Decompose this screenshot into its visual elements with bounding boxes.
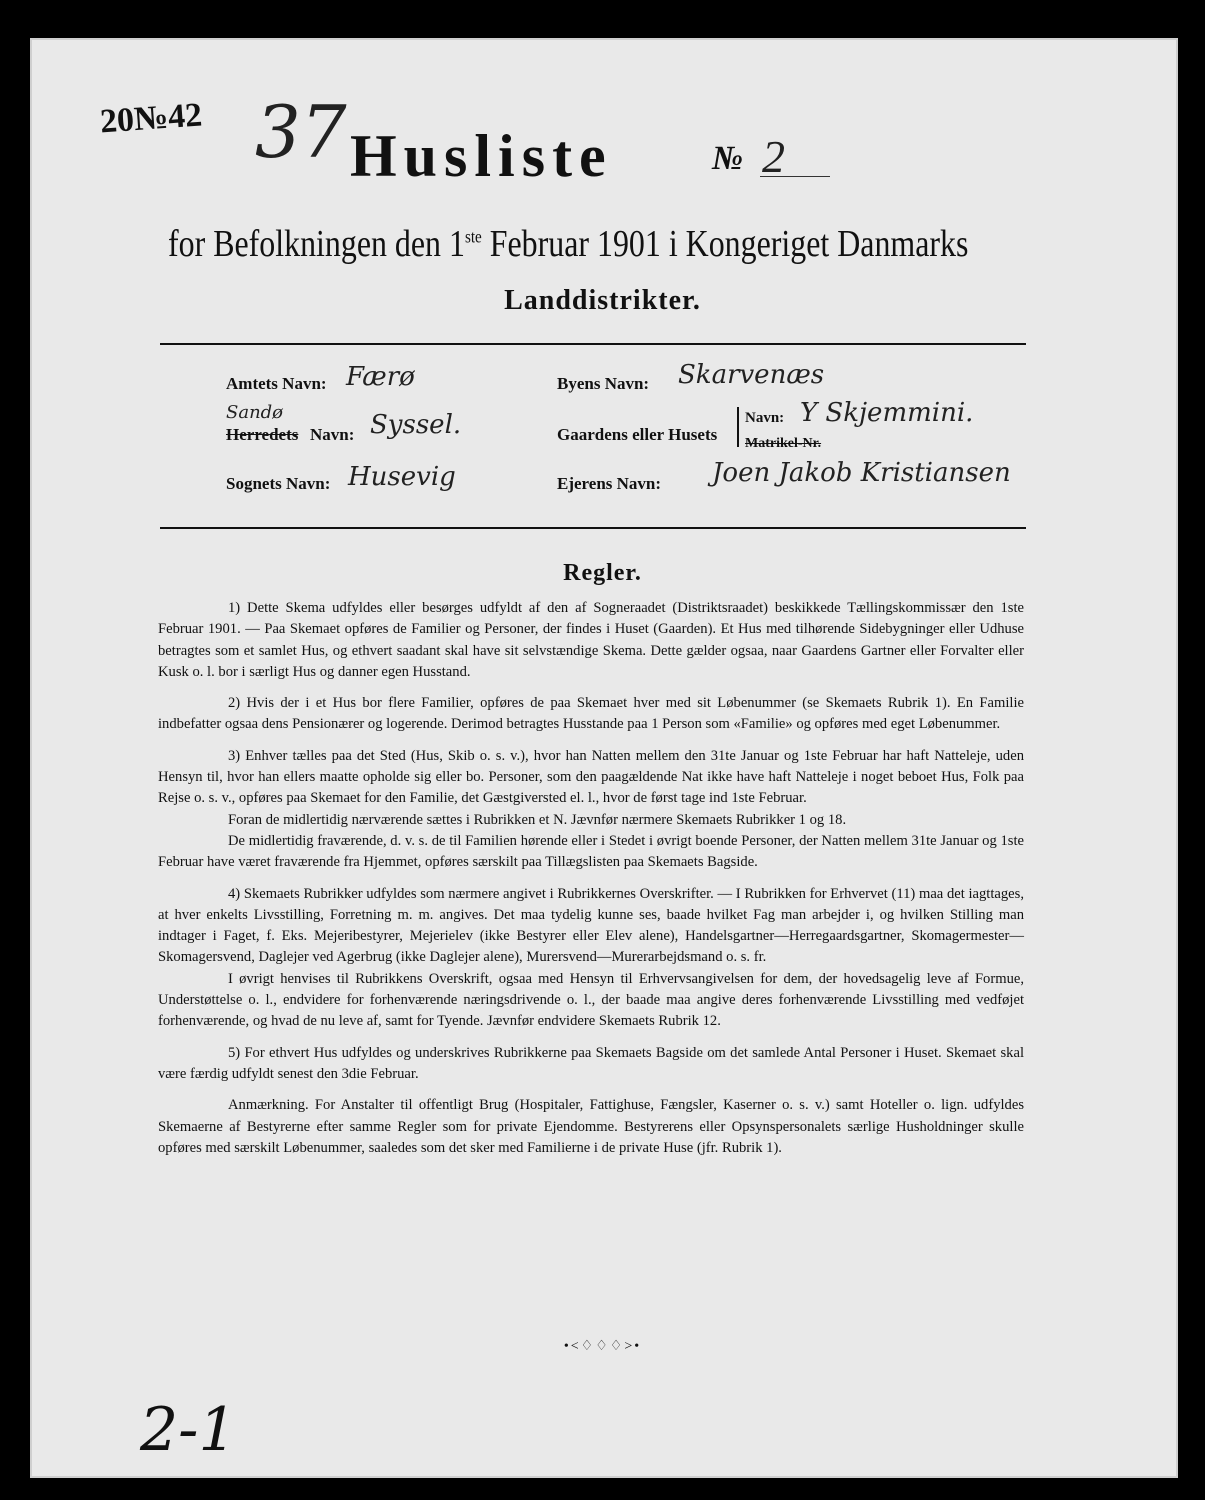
gaard-matrikel-label: Matrikel-Nr. [745, 436, 822, 451]
by-label: Byens Navn: [557, 374, 650, 393]
rule-5: 5) For ethvert Hus udfyldes og underskrives Rubrikkerne paa Skemaets Bagside om det samlede Antal Personer i Huset. Skemaet skal være færdig udfyldt senest den 3die Februar. [158, 1044, 1024, 1082]
herred-label: Navn: [310, 425, 355, 444]
form-title: Husliste [350, 123, 613, 189]
ejer-label: Ejerens Navn: [557, 474, 662, 493]
rules-heading: Regler. [563, 560, 642, 586]
rule-anmaerkning: Anmærkning. For Anstalter til offentligt Brug (Hospitaler, Fattighuse, Fængsler, Kaserner o. s. v.) samt Hoteller o. lign. udfyldes Skemaerne af Bestyrerne efter samme Regler som for private Ejendomme. Bestyrerens eller Opsynspersonalets særlige Husholdninger skulle opføres med særskilt Løbenummer, saaledes som det sker med Familierne i de private Huse (jfr. Rubrik 1). [158, 1097, 1024, 1156]
handwritten-number: 37 [255, 90, 347, 174]
ejer-value: Joen Jakob Kristiansen [712, 458, 1011, 488]
gaard-navn-label: Navn: [745, 410, 785, 426]
rule-2: 2) Hvis der i et Hus bor flere Familier, opføres de paa Skemaet hver med sit Løbenummer (se Skemaets Rubrik 1). En Familie indbefatter ogsaa dens Pensionærer og logerende. Derimod betragtes Husstande paa 1 Person som «Familie» og opføres med eget Løbenummer. [158, 695, 1024, 733]
gaard-navn-value: Y Skjemmini. [800, 398, 974, 428]
form-subtitle: for Befolkningen den 1ste Februar 1901 i Kongeriget Danmarks [168, 223, 969, 265]
rule-3: 3) Enhver tælles paa det Sted (Hus, Skib o. s. v.), hvor han Natten mellem den 31te Januar og 1ste Februar har haft Natteleje, uden Hensyn til, hvor han ellers maatte opholde sig eller bo. Personer, som den paagældende Nat ikke have haft Natteleje i noget beboet Hus, Folk paa Rejse o. s. v., opføres paa Skemaet for den Familie, det Gæstgiversted el. l., hvor de først tage ind 1ste Februar. [158, 747, 1024, 807]
sogn-label: Sognets Navn: [226, 474, 331, 493]
number-underline [760, 176, 830, 177]
list-number-value: 2 [762, 131, 785, 182]
rule-3-foran: Foran de midlertidig nærværende sættes i Rubrikken et N. Jævnfør nærmere Skemaets Rubrikker 1 og 18. [228, 811, 847, 828]
number-sign: № [712, 140, 744, 177]
amt-value: Færø [346, 362, 415, 392]
gaard-label: Gaardens eller Husets [557, 425, 718, 444]
sogn-value: Husevig [348, 462, 456, 492]
bottom-handwriting: 2-1 [140, 1395, 237, 1465]
fields-divider [160, 527, 1026, 529]
rule-4: 4) Skemaets Rubrikker udfyldes som nærmere angivet i Rubrikkernes Overskrifter. — I Rubrikken for Erhvervet (11) maa det iagttages, at hver enkelts Livsstilling, Forretning m. m. angives. Det maa tydelig kunne ses, baade hvilket Fag man arbejder i, og hvilken Stilling man indtager i Faget, f. Eks. Mejeribestyrer, Mejerielev (ikke Bestyrer eller Elev alene), Handelsgartner—Herregaardsgartner, Skomagermester—Skomagersvend, Daglejer ved Agerbrug (ikke Daglejer alene), Murersvend—Murerarbejdsmand o. s. fr. [158, 885, 1024, 966]
district-type: Landdistrikter. [504, 285, 701, 316]
gaard-bracket [737, 407, 739, 447]
herred-value: Syssel. [370, 410, 462, 440]
rule-1: 1) Dette Skema udfyldes eller besørges udfyldt af den af Sogneraadet (Distriktsraadet) beskikkede Tællingskommissær den 1ste Februar 1901. — Paa Skemaet opføres de Familier og Personer, der findes i Huset (Gaarden). Et Hus med tilhørende Sidebygninger eller Udhuse betragtes som et samlet Hus, og ethvert saadant skal have sit selvstændige Skema. Dette gælder ogsaa, naar Gaardens Gartner eller Forvalter eller Kusk o. l. bor i særligt Hus og danner egen Husstand. [158, 600, 1024, 680]
rule-4-ovrigt: I øvrigt henvises til Rubrikkens Overskrift, ogsaa med Hensyn til Erhvervsangivelsen for dem, der hovedsagelig leve af Formue, Understøttelse o. l., endvidere for forhenværende næringsdrivende o. l., der baade maa angive deres forhenværende Livsstilling med vedføjet forhenværende, og hvad de nu leve af, samt for Tyende. Jævnfør endvidere Skemaets Rubrik 12. [158, 970, 1024, 1030]
by-value: Skarvenæs [678, 360, 825, 390]
amt-label: Amtets Navn: [226, 374, 327, 393]
archive-stamp-number: 20№42 [98, 96, 204, 141]
ornament: •<♢♢♢>• [563, 1339, 642, 1354]
rules-text [158, 598, 1024, 1169]
top-divider [160, 343, 1026, 345]
rule-3-fravaerende: De midlertidig fraværende, d. v. s. de til Familien hørende eller i Stedet i øvrigt boende Personer, der Natten mellem 31te Januar og 1ste Februar have været fraværende fra Hjemmet, opføres særskilt paa Tillægslisten paa Skemaets Bagside. [158, 832, 1024, 871]
herred-label-struck: Herredets [226, 425, 299, 444]
herred-above-value: Sandø [226, 402, 284, 423]
